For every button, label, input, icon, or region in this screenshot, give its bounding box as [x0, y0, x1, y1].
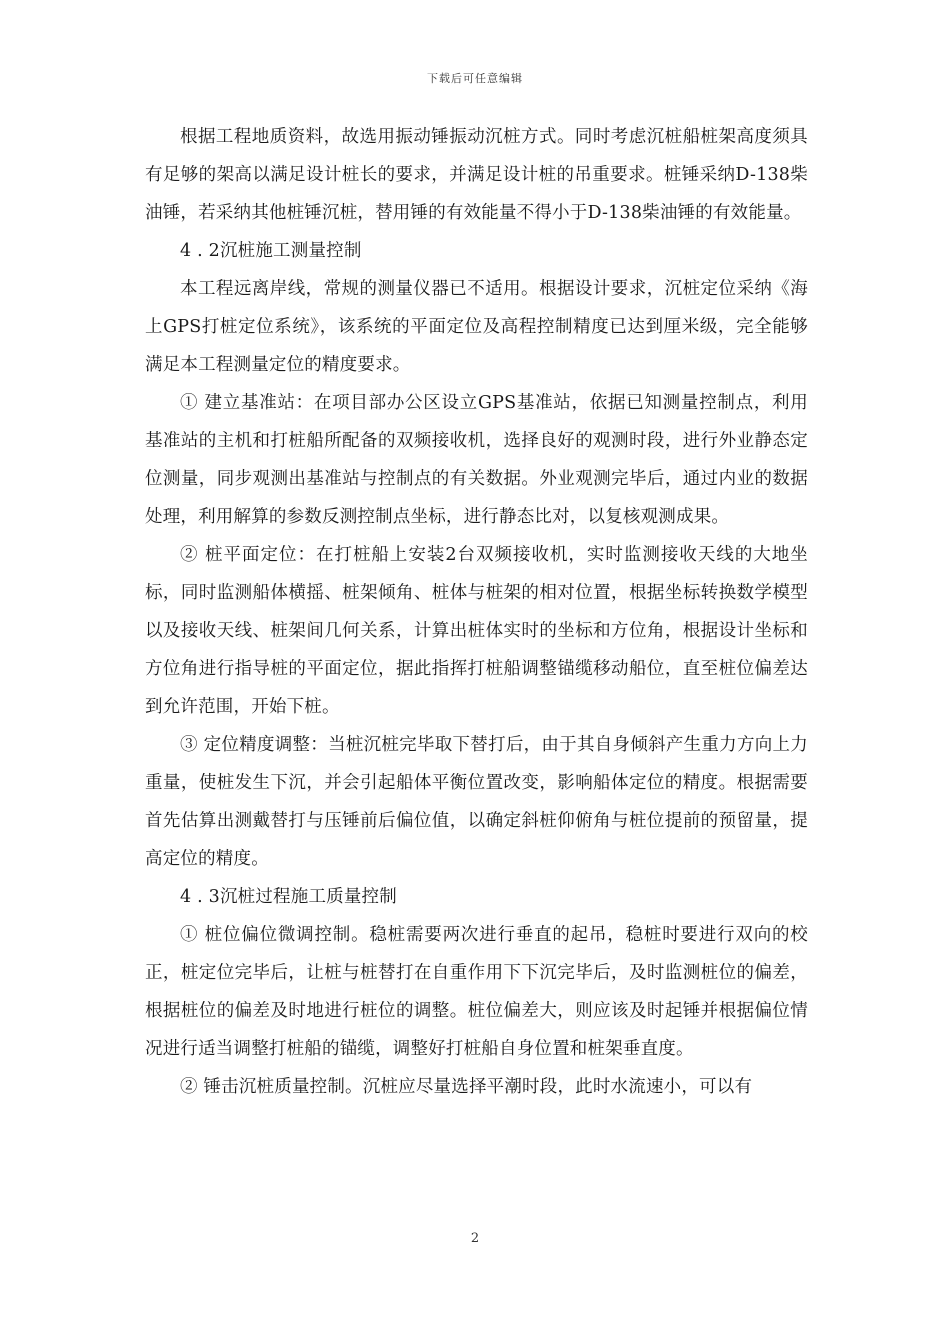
paragraph-hammer-driving-quality: ② 锤击沉桩质量控制。沉桩应尽量选择平潮时段，此时水流速小，可以有 [180, 1077, 753, 1097]
section-heading-4-3: 4 . 3沉桩过程施工质量控制 [180, 887, 397, 907]
page-number: 2 [470, 1231, 480, 1246]
paragraph-pile-hammer-selection: 根据工程地质资料，故选用振动锤振动沉桩方式。同时考虑沉桩船桩架高度须具有足够的架高以满足设计桩长的要求，并满足设计桩的吊重要求。桩锤采纳D-138柴油锤，若采纳其他桩锤沉桩，替用锤的有效能量不得小于D-138柴油锤的有效能量。 [145, 127, 808, 223]
paragraph-pile-offset-adjustment: ① 桩位偏位微调控制。稳桩需要两次进行垂直的起吊，稳桩时要进行双向的校正，桩定位完毕后，让桩与桩替打在自重作用下下沉完毕后，及时监测桩位的偏差，根据桩位的偏差及时地进行桩位的调整。桩位偏差大，则应该及时起锤并根据偏位情况进行适当调整打桩船的锚缆，调整好打桩船自身位置和桩架垂直度。 [145, 925, 808, 1059]
paragraph-pile-plane-positioning: ② 桩平面定位：在打桩船上安装2台双频接收机，实时监测接收天线的大地坐标，同时监测船体横摇、桩架倾角、桩体与桩架的相对位置，根据坐标转换数学模型以及接收天线、桩架间几何关系，计算出桩体实时的坐标和方位角，根据设计坐标和方位角进行指导桩的平面定位，据此指挥打桩船调整锚缆移动船位，直至桩位偏差达到允许范围，开始下桩。 [145, 545, 808, 717]
paragraph-base-station: ① 建立基准站：在项目部办公区设立GPS基准站，依据已知测量控制点，利用基准站的主机和打桩船所配备的双频接收机，选择良好的观测时段，进行外业静态定位测量，同步观测出基准站与控制点的有关数据。外业观测完毕后，通过内业的数据处理，利用解算的参数反测控制点坐标，进行静态比对，以复核观测成果。 [145, 393, 808, 527]
paragraph-positioning-accuracy: ③ 定位精度调整：当桩沉桩完毕取下替打后，由于其自身倾斜产生重力方向上力重量，使桩发生下沉，并会引起船体平衡位置改变，影响船体定位的精度。根据需要首先估算出测戴替打与压锤前后偏位值，以确定斜桩仰俯角与桩位提前的预留量，提高定位的精度。 [145, 735, 808, 869]
document-body [145, 118, 808, 1106]
page-header: 下载后可任意编辑 [427, 72, 523, 85]
paragraph-gps-system: 本工程远离岸线，常规的测量仪器已不适用。根据设计要求，沉桩定位采纳《海上GPS打桩定位系统》，该系统的平面定位及高程控制精度已达到厘米级，完全能够满足本工程测量定位的精度要求。 [145, 279, 808, 375]
section-heading-4-2: 4 . 2沉桩施工测量控制 [180, 241, 362, 261]
